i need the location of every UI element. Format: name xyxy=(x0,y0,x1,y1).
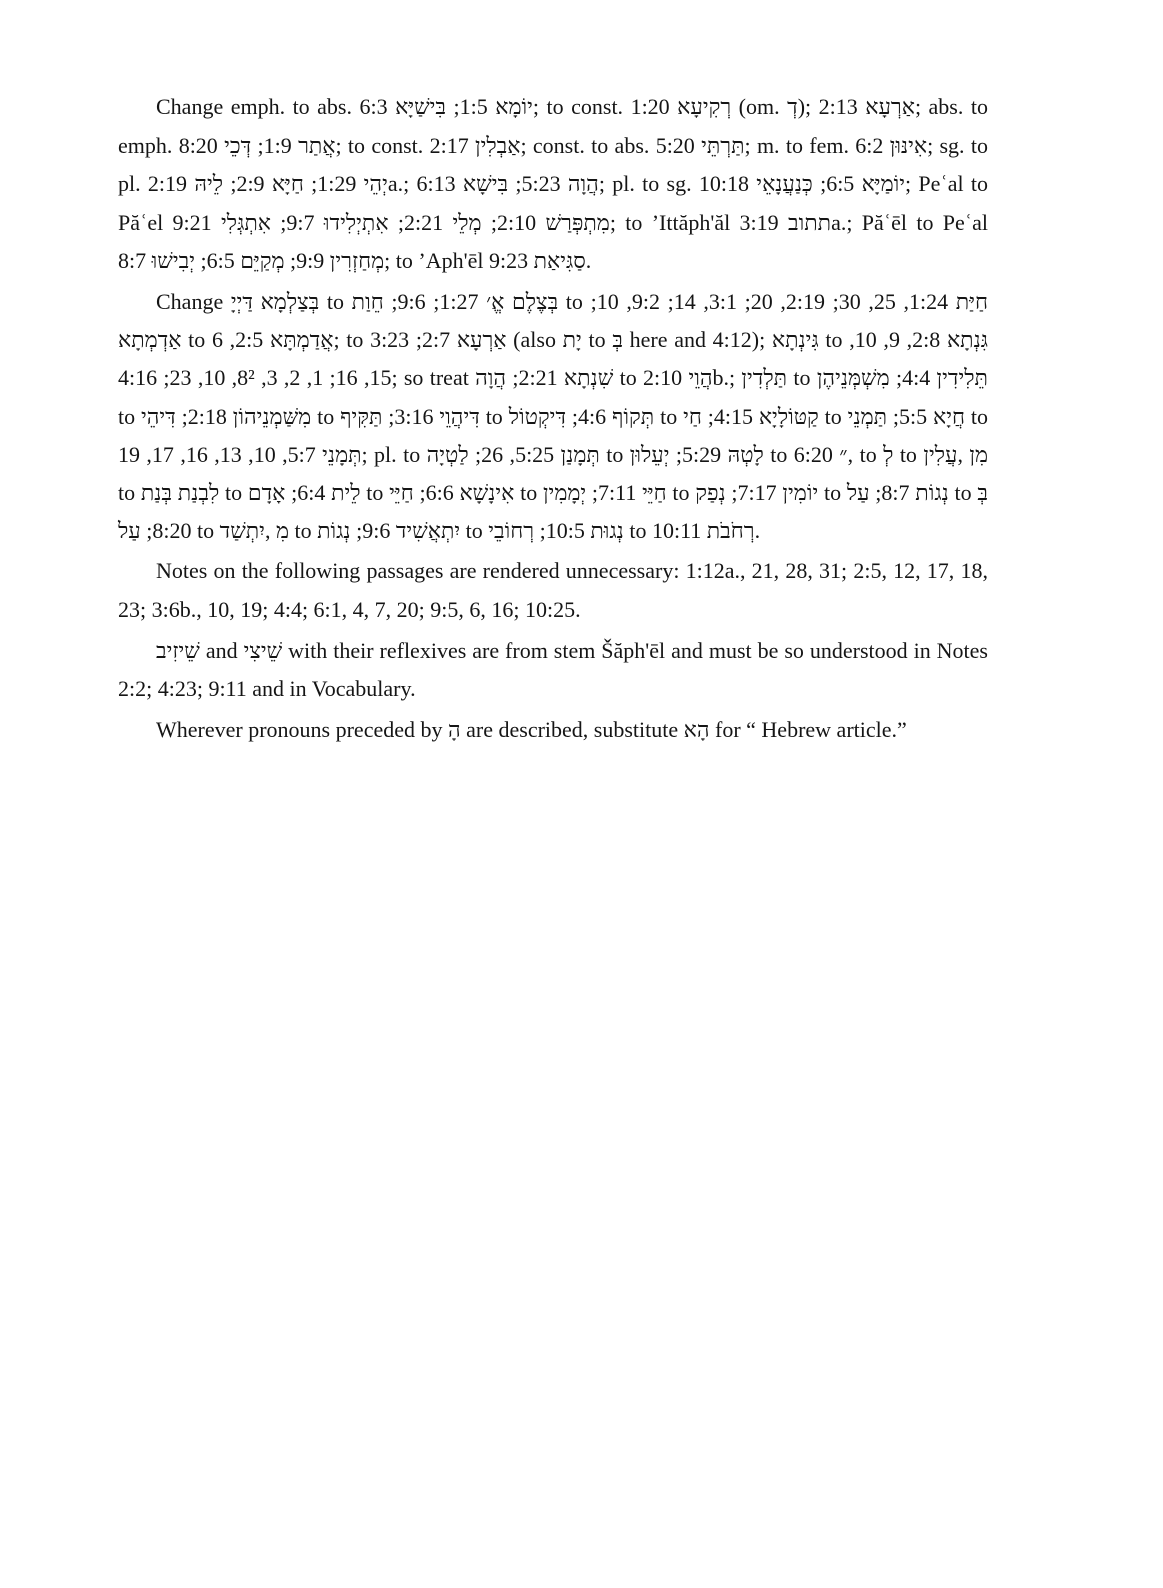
text-block xyxy=(118,88,988,749)
paragraph-stem-note: שֵׁיזִיב and שֵׁיצִי with their reflexives are from stem Šăph'ēl and must be so understood in Notes 2:2; 4:23; 9:11 and in Vocabulary. xyxy=(118,637,988,702)
paragraph-notes-unnecessary: Notes on the following passages are rendered unnecessary: 1:12a., 21, 28, 31; 2:5, 12, 17, 18, 23; 3:6b., 10, 19; 4:4; 6:1, 4, 7, 20; 9:5, 6, 16; 10:25. xyxy=(118,558,988,622)
paragraph-word-changes: Change בְּצַלְמָא דַּיְיָ to בְּצֶלֶם אֱ׳ 1:27; 9:6; חֵוַת to חַיַּת 1:24, 25, 30; 2:19, 20; 3:1, 14; 9:2, 10; אַדְמְתָא to אֲדַמְתָּא 2:5, 6; to אַרְעָא 2:7; 3:23 (also יָת to בְּ here and 4:12); גִּינְתָא to גִּנְתָא 2:8, 9, 10, 15, 16; 1, 2, 3, 8², 10, 23; 4:16; so treat שִׁנְתָא 2:21; הֲוָה to הֲוֵי 2:10b.; תַּלְדִין to תֵּלִידִין 4:4; מִשְׁמְּנֵיהֶן to מִשַּׁמְנֵיהוֹן 2:18; דִּיהֵי to דִּיהֲוֵי 3:16; תַּקִּיף to תְּקוֹף 4:6; דִּיקְטוֹל to קַטּוֹלָיָא 4:15; חַי to חֲיָא 5:5; תַּמְנֵי to תְּמָנֵי 5:7, 10, 13, 16, 17, 19; pl. to תְּמָנַן 5:25, 26; לַטְיָה to לָטְהּ 5:29; יְעֵלוּן to ״ 6:20, to לְ to מִן ,עֲלִין to לִבְנַת בְּנַת to לֵית 6:4; אָדָם to אִינָשָׁא 6:6; חַיֵּי to חַיֵּי 7:11; יְמָמִין to יוֹמִין 7:17; נְפַק to נְגוֹת 8:7; עַל to בְּ 8:20; עַל to מִ ,יִתְשַׁד to יִתְאֲשִׁיד 9:6; נְגוֹת to נְגוּת 10:5; רְחוֹבֵי to רְחֹבֹת 10:11. xyxy=(118,288,989,544)
paragraph-pronoun-note: Wherever pronouns preceded by הָ are described, substitute הָא for “ Hebrew article.” xyxy=(156,716,907,742)
paragraph-emphasis-changes: Change emph. to abs. יוֹמָא 1:5; בִּישַׁיָּא 6:3; to const. רְקִיעָא 1:20 (om. דְ); אַרְעָא 2:13; abs. to emph. אֲתַר 1:9; דְּכֵי 8:20; to const. אַבְלִין 2:17; const. to abs. תַּרְתֵּי 5:20; m. to fem. אִינּוּן 6:2; sg. to pl. יְהֵי 1:29; חַיָּא 2:9; לֵיהּ 2:19a.; הֲוָה 5:23; בִּישָׁא 6:13; pl. to sg. יוֹמַיָּא 6:5; כְּנַעֲנָאֵי 10:18; Peʿal to Păʿel מִתְפְּרַשׁ 2:10; מְלֵי 2:21; אִתְיְלִידוּ 9:7; אִתְגְּלִי 9:21; to ’Ittăph'ăl תתוב 3:19a.; Păʿēl to Peʿal מְחַזְרִין 9:9; מְקַיֵּם 6:5; יְבִישׁוּ 8:7; to ’Aph'ēl סַגִּיאַת 9:23. xyxy=(118,94,989,274)
